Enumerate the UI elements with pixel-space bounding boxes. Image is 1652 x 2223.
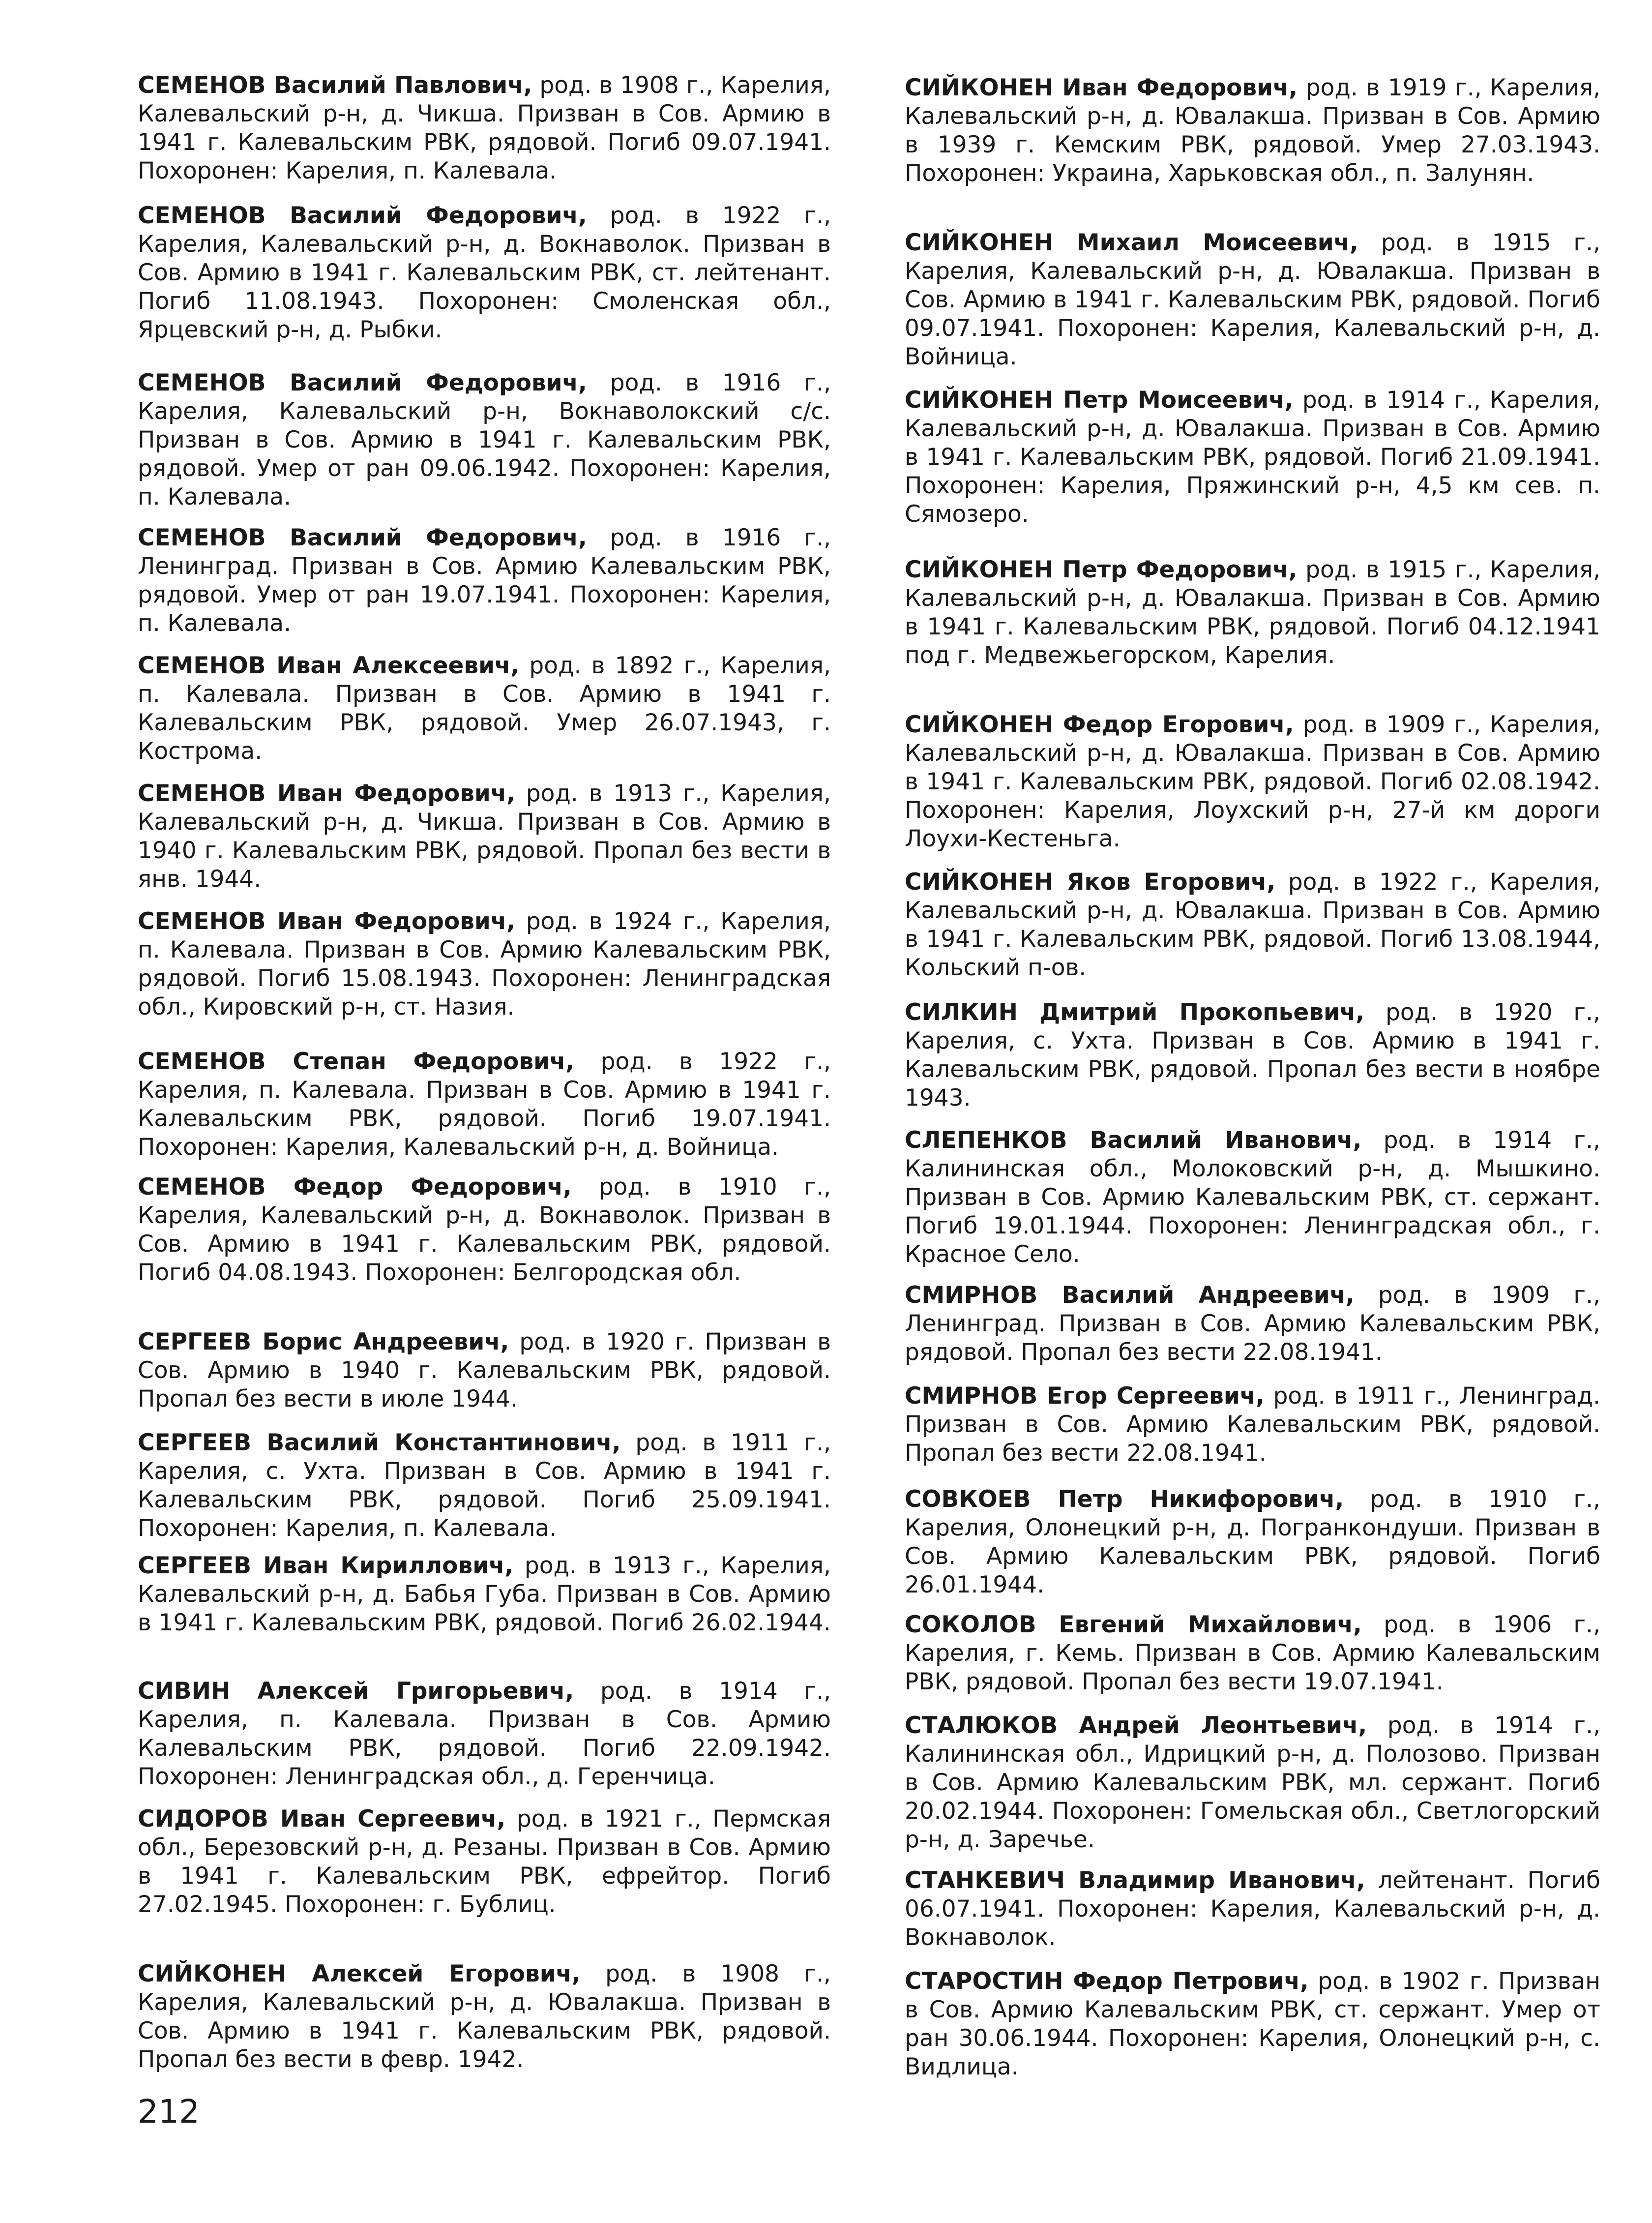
entry-name: СЕМЕНОВ Иван Алексеевич, bbox=[138, 652, 520, 679]
entry bbox=[138, 907, 831, 1021]
entry-name: СЕМЕНОВ Федор Федорович, bbox=[138, 1173, 572, 1201]
entry-text: род. в 1921 г., Пермская обл., Березовский р-н, д. Резаны. Призван в Сов. Армию в 1941 г. Калевальским РВК, ефрейтор. Погиб 27.02.1945. Похоронен: г. Бублиц. bbox=[138, 1805, 831, 1918]
entry bbox=[905, 868, 1600, 982]
entry-name: СОВКОЕВ Петр Никифорович, bbox=[905, 1486, 1344, 1513]
entry bbox=[138, 524, 831, 638]
entry bbox=[905, 1611, 1600, 1696]
entry-text: род. в 1916 г., Карелия, Калевальский р-н, Вокнаволокский с/с. Призван в Сов. Армию в 1941 г. Калевальским РВК, рядовой. Умер от ран 09.06.1942. Похоронен: Карелия, п. Калевала. bbox=[138, 369, 831, 511]
entry-name: СИДОРОВ Иван Сергеевич, bbox=[138, 1805, 506, 1832]
entry-text: род. в 1913 г., Карелия, Калевальский р-н, д. Чикша. Призван в Сов. Армию в 1940 г. Калевальским РВК, рядовой. Пропал без вести в янв. 1944. bbox=[138, 780, 831, 893]
entry bbox=[138, 71, 831, 185]
entry bbox=[138, 1048, 831, 1162]
entry bbox=[138, 1677, 831, 1791]
entry bbox=[138, 202, 831, 344]
entry-name: СИЙКОНЕН Михаил Моисеевич, bbox=[905, 229, 1358, 256]
entry bbox=[905, 1967, 1600, 2081]
entry-name: СОКОЛОВ Евгений Михайлович, bbox=[905, 1611, 1362, 1638]
entry-name: СЕМЕНОВ Василий Федорович, bbox=[138, 524, 587, 551]
entry bbox=[905, 229, 1600, 371]
entry bbox=[138, 780, 831, 894]
entry bbox=[138, 1173, 831, 1287]
entry bbox=[905, 711, 1600, 853]
entry-text: род. в 1910 г., Карелия, Калевальский р-н, д. Вокнаволок. Призван в Сов. Армию в 1941 г. Калевальским РВК, рядовой. Погиб 04.08.1943. Похоронен: Белгородская обл. bbox=[138, 1173, 831, 1286]
entry-text: род. в 1914 г., Карелия, Калевальский р-н, д. Ювалакша. Призван в Сов. Армию в 1941 г. Калевальским РВК, рядовой. Погиб 21.09.1941. Похоронен: Карелия, Пряжинский р-н, 4,5 км сев. п. Сямозеро. bbox=[905, 387, 1600, 528]
entry bbox=[905, 1126, 1600, 1269]
entry-name: СТАРОСТИН Федор Петрович, bbox=[905, 1968, 1309, 1995]
entry-name: СИВИН Алексей Григорьевич, bbox=[138, 1678, 574, 1705]
entry-name: СЕМЕНОВ Василий Федорович, bbox=[138, 202, 587, 229]
entry bbox=[138, 369, 831, 511]
entry-text: род. в 1914 г., Карелия, п. Калевала. Призван в Сов. Армию Калевальским РВК, рядовой. Погиб 22.09.1942. Похоронен: Ленинградская обл., д. Геренчица. bbox=[138, 1678, 831, 1790]
entry-name: СЕМЕНОВ Степан Федорович, bbox=[138, 1048, 575, 1075]
entry bbox=[138, 1960, 831, 2074]
entry bbox=[905, 386, 1600, 529]
entry-text: род. в 1914 г., Калининская обл., Идрицкий р-н, д. Полозово. Призван в Сов. Армию Калевальским РВК, мл. сержант. Погиб 20.02.1944. Похоронен: Гомельская обл., Светлогорский р-н, д. Заречье. bbox=[905, 1712, 1601, 1853]
entry-text: род. в 1914 г., Калининская обл., Молоковский р-н, д. Мышкино. Призван в Сов. Армию Калевальским РВК, ст. сержант. Погиб 19.01.1944. Похоронен: Ленинградская обл., г. Красное Село. bbox=[905, 1127, 1600, 1268]
entry-text: род. в 1908 г., Карелия, Калевальский р-н, д. Чикша. Призван в Сов. Армию в 1941 г. Калевальским РВК, рядовой. Погиб 09.07.1941. Похоронен: Карелия, п. Калевала. bbox=[138, 72, 831, 184]
entry bbox=[138, 652, 831, 766]
entry-name: СЕРГЕЕВ Борис Андреевич, bbox=[138, 1328, 509, 1355]
entry-name: СМИРНОВ Егор Сергеевич, bbox=[905, 1382, 1265, 1410]
entry-text: род. в 1911 г., Карелия, с. Ухта. Призван в Сов. Армию в 1941 г. Калевальским РВК, рядовой. Погиб 25.09.1941. Похоронен: Карелия, п. Калевала. bbox=[138, 1429, 831, 1542]
entry bbox=[905, 1382, 1600, 1468]
entry-text: род. в 1908 г., Карелия, Калевальский р-н, д. Ювалакша. Призван в Сов. Армию в 1941 г. Калевальским РВК, рядовой. Пропал без вести в февр. 1942. bbox=[138, 1960, 831, 2073]
entry-text: род. в 1919 г., Карелия, Калевальский р-н, д. Ювалакша. Призван в Сов. Армию в 1939 г. Кемским РВК, рядовой. Умер 27.03.1943. Похоронен: Украина, Харьковская обл., п. Залунян. bbox=[905, 74, 1601, 187]
entry-name: СИЛКИН Дмитрий Прокопьевич, bbox=[905, 999, 1365, 1026]
entry-text: род. в 1920 г. Призван в Сов. Армию в 1940 г. Калевальским РВК, рядовой. Пропал без вести в июле 1944. bbox=[138, 1328, 831, 1412]
entry-name: СТАЛЮКОВ Андрей Леонтьевич, bbox=[905, 1712, 1367, 1739]
entry-text: род. в 1910 г., Карелия, Олонецкий р-н, д. Погранкондуши. Призван в Сов. Армию Калевальским РВК, рядовой. Погиб 26.01.1944. bbox=[905, 1486, 1600, 1598]
entry-name: СЕМЕНОВ Иван Федорович, bbox=[138, 908, 515, 935]
entry-name: СЛЕПЕНКОВ Василий Иванович, bbox=[905, 1127, 1362, 1154]
entry-text: лейтенант. Погиб 06.07.1941. Похоронен: Карелия, Калевальский р-н, д. Вокнаволок. bbox=[905, 1867, 1600, 1951]
entry-text: род. в 1902 г. Призван в Сов. Армию Калевальским РВК, ст. сержант. Умер от ран 30.06.1944. Похоронен: Карелия, Олонецкий р-н, с. Видлица. bbox=[905, 1968, 1600, 2080]
entry-name: СМИРНОВ Василий Андреевич, bbox=[905, 1282, 1355, 1309]
entry bbox=[905, 1485, 1600, 1599]
entry-text: род. в 1922 г., Карелия, п. Калевала. Призван в Сов. Армию в 1941 г. Калевальским РВК, рядовой. Погиб 19.07.1941. Похоронен: Карелия, Калевальский р-н, д. Войница. bbox=[138, 1048, 831, 1161]
entry-name: СТАНКЕВИЧ Владимир Иванович, bbox=[905, 1867, 1365, 1894]
entry bbox=[138, 1328, 831, 1413]
entry bbox=[905, 1866, 1600, 1952]
entry bbox=[905, 1712, 1600, 1854]
entry-text: род. в 1915 г., Карелия, Калевальский р-н, д. Ювалакша. Призван в Сов. Армию в 1941 г. Калевальским РВК, рядовой. Погиб 04.12.1941 под г. Медвежьегорском, Карелия. bbox=[905, 556, 1601, 669]
entry-text: род. в 1909 г., Карелия, Калевальский р-н, д. Ювалакша. Призван в Сов. Армию в 1941 г. Калевальским РВК, рядовой. Погиб 02.08.1942. Похоронен: Карелия, Лоухский р-н, 27-й км дороги Лоухи-Кестеньга. bbox=[905, 711, 1601, 852]
entry-text: род. в 1906 г., Карелия, г. Кемь. Призван в Сов. Армию Калевальским РВК, рядовой. Пропал без вести 19.07.1941. bbox=[905, 1611, 1601, 1695]
entry-name: СИЙКОНЕН Петр Федорович, bbox=[905, 556, 1298, 583]
entry-text: род. в 1922 г., Карелия, Калевальский р-н, д. Ювалакша. Призван в Сов. Армию в 1941 г. Калевальским РВК, рядовой. Погиб 13.08.1944, Кольский п-ов. bbox=[905, 869, 1600, 981]
entry-name: СЕМЕНОВ Василий Павлович, bbox=[138, 72, 532, 99]
entry-name: СЕМЕНОВ Иван Федорович, bbox=[138, 780, 515, 807]
entry-name: СИЙКОНЕН Федор Егорович, bbox=[905, 711, 1294, 738]
entry bbox=[138, 1429, 831, 1543]
page-number: 212 bbox=[138, 2093, 200, 2131]
entry-text: род. в 1916 г., Ленинград. Призван в Сов. Армию Калевальским РВК, рядовой. Умер от ран 19.07.1941. Похоронен: Карелия, п. Калевала. bbox=[138, 524, 831, 637]
entry-text: род. в 1922 г., Карелия, Калевальский р-н, д. Вокнаволок. Призван в Сов. Армию в 1941 г. Калевальским РВК, ст. лейтенант. Погиб 11.08.1943. Похоронен: Смоленская обл., Ярцевский р-н, д. Рыбки. bbox=[138, 202, 831, 343]
entry-text: род. в 1920 г., Карелия, с. Ухта. Призван в Сов. Армию в 1941 г. Калевальским РВК, рядовой. Пропал без вести в ноябре 1943. bbox=[905, 999, 1600, 1112]
entry-name: СИЙКОНЕН Петр Моисеевич, bbox=[905, 387, 1294, 414]
entry-text: род. в 1911 г., Ленинград. Призван в Сов. Армию Калевальским РВК, рядовой. Пропал без вести 22.08.1941. bbox=[905, 1382, 1600, 1467]
entry bbox=[905, 1281, 1600, 1367]
entry bbox=[138, 1552, 831, 1637]
entry-name: СЕРГЕЕВ Василий Константинович, bbox=[138, 1429, 621, 1456]
entry-name: СЕРГЕЕВ Иван Кириллович, bbox=[138, 1552, 514, 1579]
entry-name: СИЙКОНЕН Яков Егорович, bbox=[905, 869, 1276, 896]
entry-text: род. в 1909 г., Ленинград. Призван в Сов. Армию Калевальским РВК, рядовой. Пропал без вести 22.08.1941. bbox=[905, 1282, 1600, 1366]
entry bbox=[905, 998, 1600, 1112]
entry-text: род. в 1924 г., Карелия, п. Калевала. Призван в Сов. Армию Калевальским РВК, рядовой. Погиб 15.08.1943. Похоронен: Ленинградская обл., Кировский р-н, ст. Назия. bbox=[138, 908, 831, 1021]
entry bbox=[905, 74, 1600, 188]
entry-text: род. в 1915 г., Карелия, Калевальский р-н, д. Ювалакша. Призван в Сов. Армию в 1941 г. Калевальским РВК, рядовой. Погиб 09.07.1941. Похоронен: Карелия, Калевальский р-н, д. Войница. bbox=[905, 229, 1600, 370]
entry-text: род. в 1892 г., Карелия, п. Калевала. Призван в Сов. Армию в 1941 г. Калевальским РВК, рядовой. Умер 26.07.1943, г. Кострома. bbox=[138, 652, 831, 765]
entry-text: род. в 1913 г., Карелия, Калевальский р-н, д. Бабья Губа. Призван в Сов. Армию в 1941 г. Калевальским РВК, рядовой. Погиб 26.02.1944. bbox=[138, 1552, 831, 1636]
entry bbox=[905, 556, 1600, 670]
entry-name: СИЙКОНЕН Алексей Егорович, bbox=[138, 1960, 581, 1987]
entry bbox=[138, 1805, 831, 1919]
entry-name: СИЙКОНЕН Иван Федорович, bbox=[905, 74, 1298, 101]
entry-name: СЕМЕНОВ Василий Федорович, bbox=[138, 369, 587, 396]
